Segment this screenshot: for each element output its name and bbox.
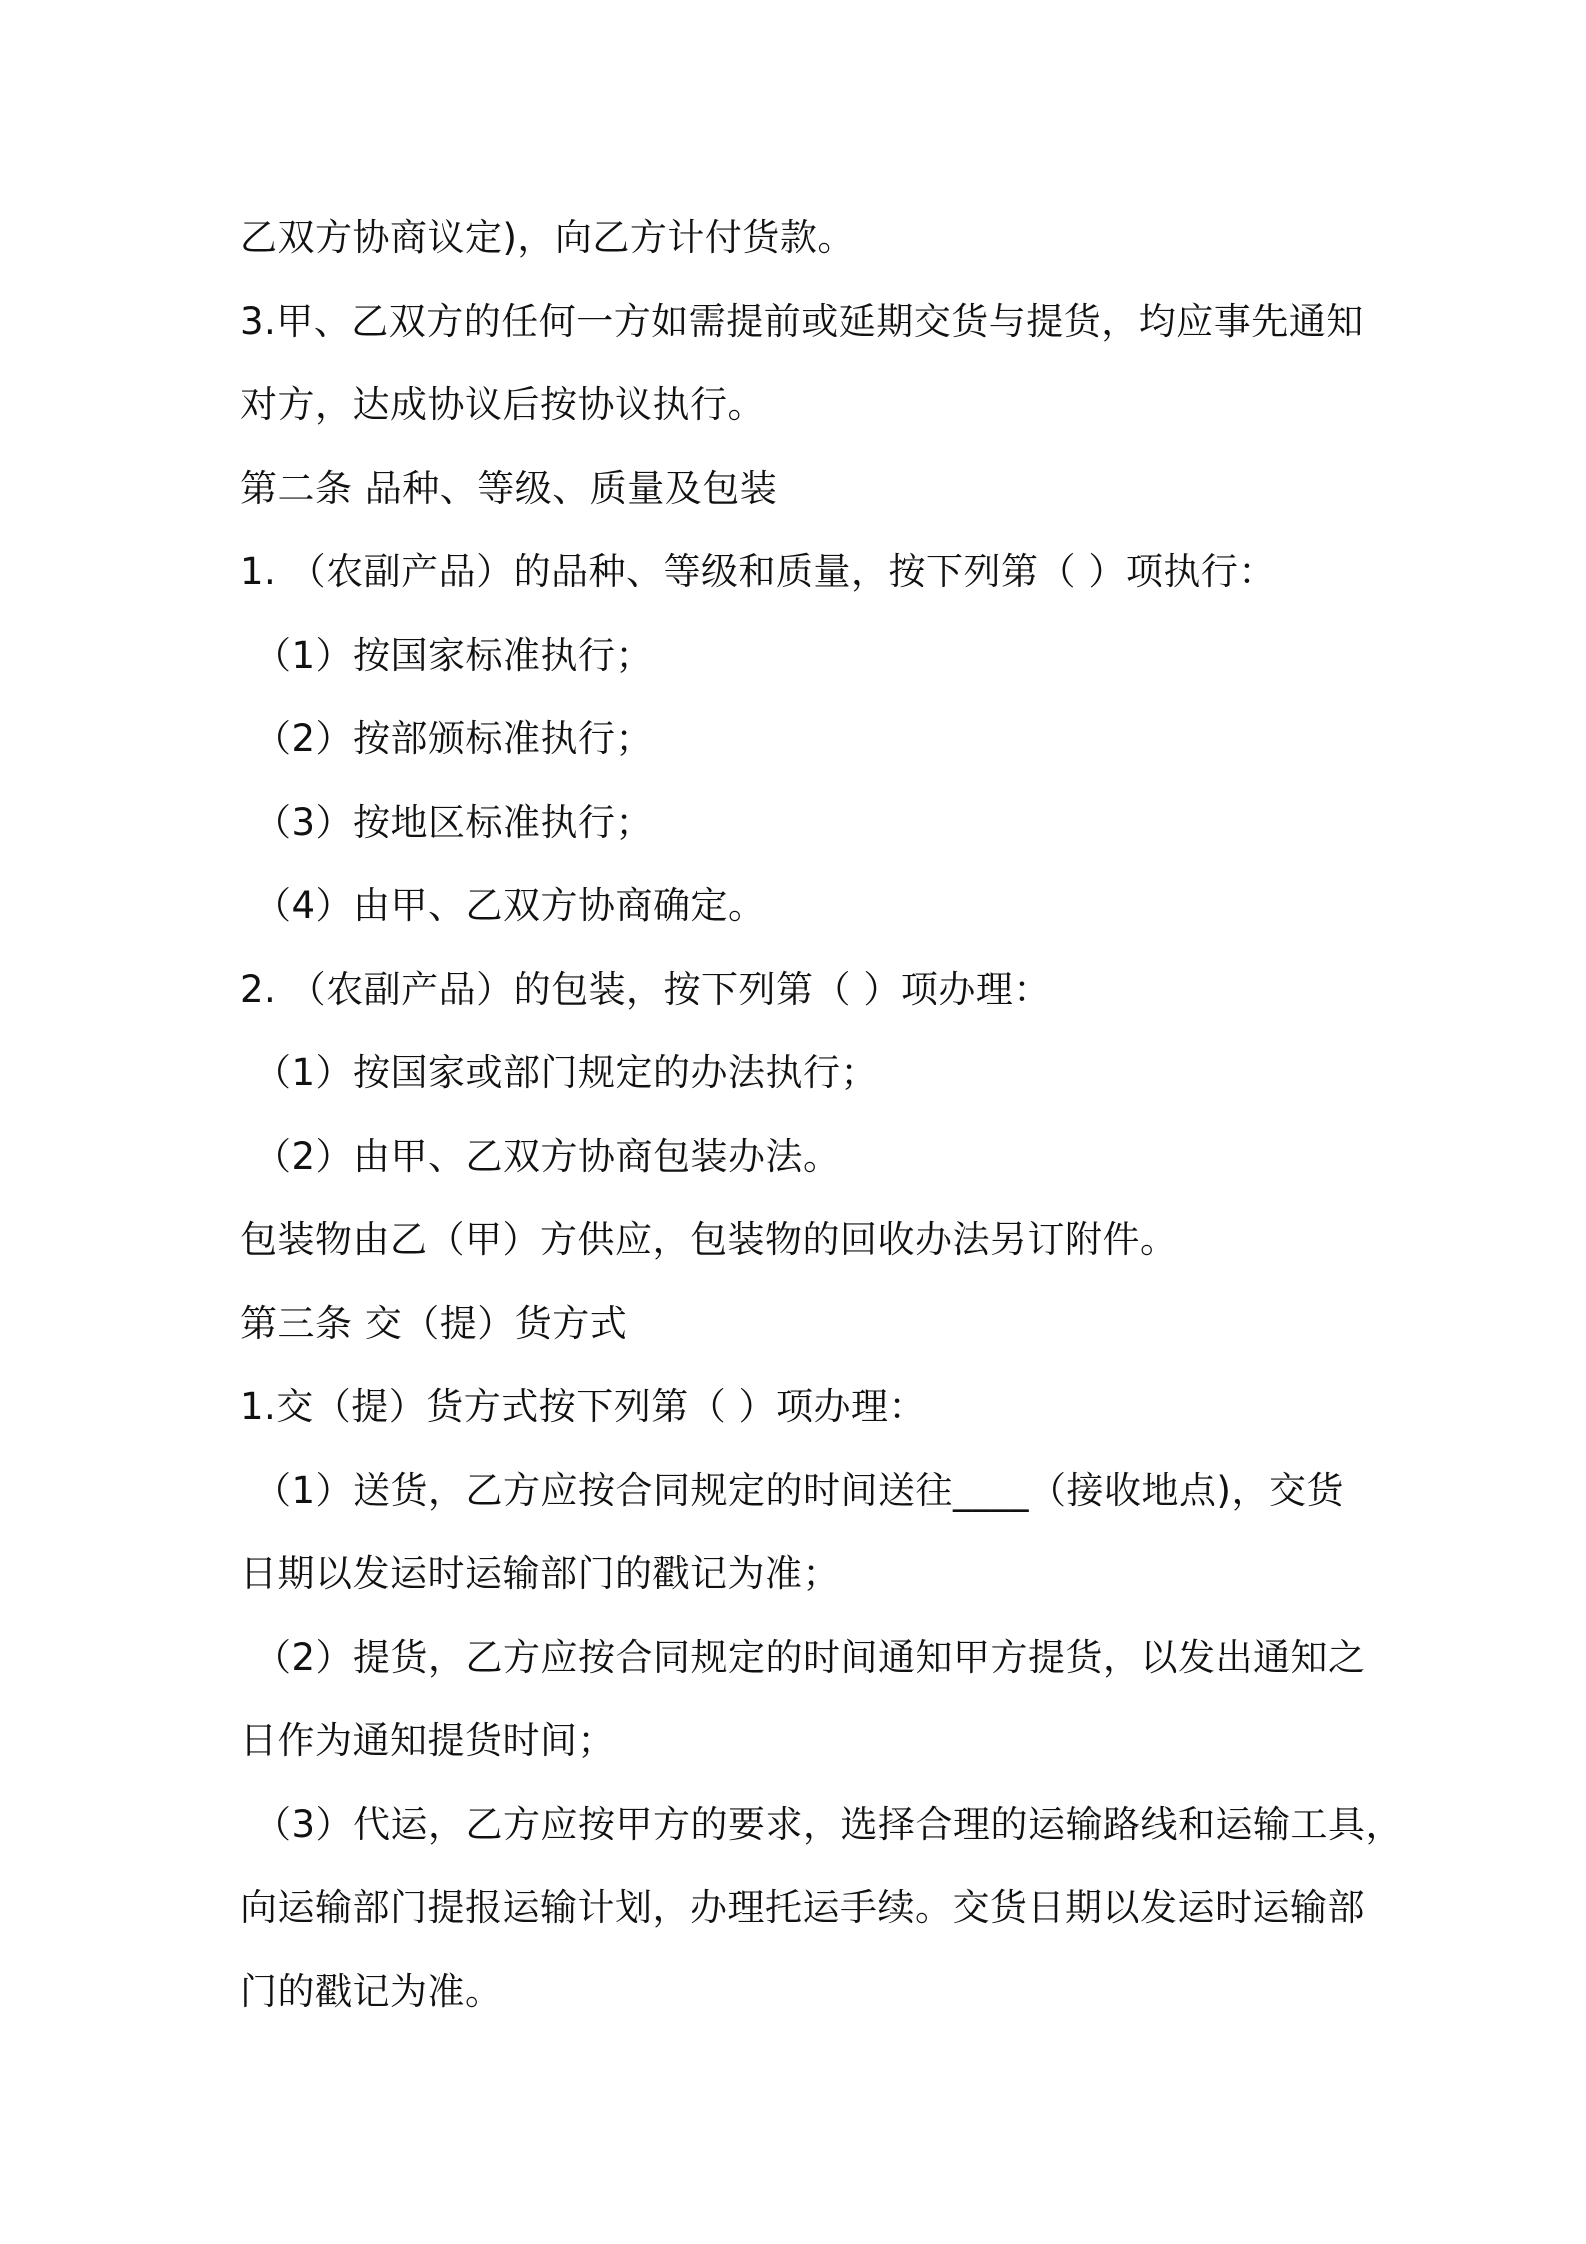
paragraph-line: 3.甲、乙双方的任何一方如需提前或延期交货与提货，均应事先通知 [240, 299, 1364, 343]
list-item: （1）送货，乙方应按合同规定的时间送往____（接收地点)，交货 [254, 1468, 1344, 1512]
list-item: （4）由甲、乙双方协商确定。 [254, 884, 766, 927]
list-item: （2）提货，乙方应按合同规定的时间通知甲方提货，以发出通知之 [254, 1635, 1366, 1679]
section-heading: 第三条 交（提）货方式 [240, 1301, 628, 1345]
paragraph-line: 包装物由乙（甲）方供应，包装物的回收办法另订附件。 [240, 1218, 1178, 1261]
list-item: （3）代运，乙方应按甲方的要求，选择合理的运输路线和运输工具， [254, 1802, 1404, 1846]
paragraph-line: 日期以发运时运输部门的戳记为准； [240, 1552, 840, 1595]
paragraph-line: 2. （农副产品）的包装，按下列第（ ）项办理： [240, 967, 1051, 1011]
list-item: （1）按国家或部门规定的办法执行； [254, 1051, 879, 1094]
paragraph-line: 向运输部门提报运输计划，办理托运手续。交货日期以发运时运输部 [240, 1886, 1365, 1929]
paragraph-line: 1.交（提）货方式按下列第（ ）项办理： [240, 1385, 927, 1428]
paragraph-line: 乙双方协商议定)，向乙方计付货款。 [240, 216, 855, 259]
paragraph-line: 门的戳记为准。 [240, 1969, 503, 2013]
document-body [240, 196, 1404, 2033]
list-item: （1）按国家标准执行； [254, 633, 654, 677]
paragraph-line: 日作为通知提货时间； [240, 1719, 615, 1762]
paragraph-line: 1. （农副产品）的品种、等级和质量，按下列第（ ）项执行： [240, 550, 1276, 593]
list-item: （3）按地区标准执行； [254, 800, 654, 844]
list-item: （2）由甲、乙双方协商包装办法。 [254, 1134, 841, 1178]
section-heading: 第二条 品种、等级、质量及包装 [240, 466, 778, 510]
paragraph-line: 对方，达成协议后按协议执行。 [240, 383, 765, 426]
list-item: （2）按部颁标准执行； [254, 717, 654, 760]
